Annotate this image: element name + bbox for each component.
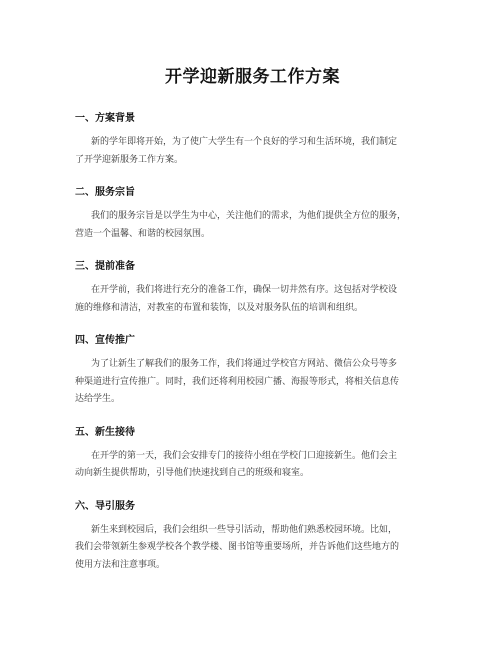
paragraph-line: 为了让新生了解我们的服务工作，我们将通过学校官方网站、微信公众号等多: [91, 359, 398, 369]
section-heading: 六、导引服务: [75, 500, 135, 512]
paragraph-line: 我们的服务宗旨是以学生为中心，关注他们的需求，为他们提供全方位的服务，: [91, 211, 407, 221]
paragraph-line: 动向新生提供帮助，引导他们快速找到自己的班级和寝室。: [75, 468, 310, 478]
section-5: [75, 423, 430, 483]
section-4: [75, 331, 430, 409]
section-body: [75, 134, 430, 169]
paragraph-line: 施的维修和清洁，对教室的布置和装饰，以及对服务队伍的培训和组织。: [75, 302, 364, 313]
section-body: [75, 208, 430, 243]
section-2: [75, 183, 430, 243]
section-body: [75, 448, 430, 483]
paragraph-line: 我们会带领新生参观学校各个教学楼、图书馆等重要场所，并告诉他们这些地方的: [75, 542, 400, 552]
section-body: [75, 522, 430, 575]
paragraph-line: 种渠道进行宣传推广。同时，我们还将利用校园广播、海报等形式，将相关信息传: [75, 376, 400, 387]
section-heading: 四、宣传推广: [75, 335, 135, 346]
paragraph-line: 在开学前，我们将进行充分的准备工作，确保一切井然有序。这包括对学校设: [91, 285, 398, 295]
section-heading: 二、服务宗旨: [75, 187, 135, 198]
document-title: 开学迎新服务工作方案: [165, 67, 340, 87]
section-6: [75, 497, 430, 575]
paragraph-line: 使用方法和注意事项。: [75, 559, 166, 570]
section-heading: 一、方案背景: [75, 113, 135, 124]
paragraph-line: 了开学迎新服务工作方案。: [75, 154, 184, 165]
paragraph-line: 在开学的第一天，我们会安排专门的接待小组在学校门口迎接新生。他们会主: [91, 450, 398, 461]
section-body: [75, 282, 430, 317]
section-1: [75, 109, 430, 169]
paragraph-line: 新的学年即将开始，为了使广大学生有一个良好的学习和生活环境，我们制定: [91, 137, 398, 147]
section-3: [75, 257, 430, 317]
section-body: [75, 356, 430, 409]
section-heading: 五、新生接待: [75, 426, 135, 438]
paragraph-line: 达给学生。: [75, 394, 121, 404]
paragraph-line: 营造一个温馨、和谐的校园氛围。: [75, 228, 211, 239]
paragraph-line: 新生来到校园后，我们会组织一些导引活动，帮助他们熟悉校园环境。比如，: [91, 524, 398, 535]
section-heading: 三、提前准备: [75, 261, 135, 272]
